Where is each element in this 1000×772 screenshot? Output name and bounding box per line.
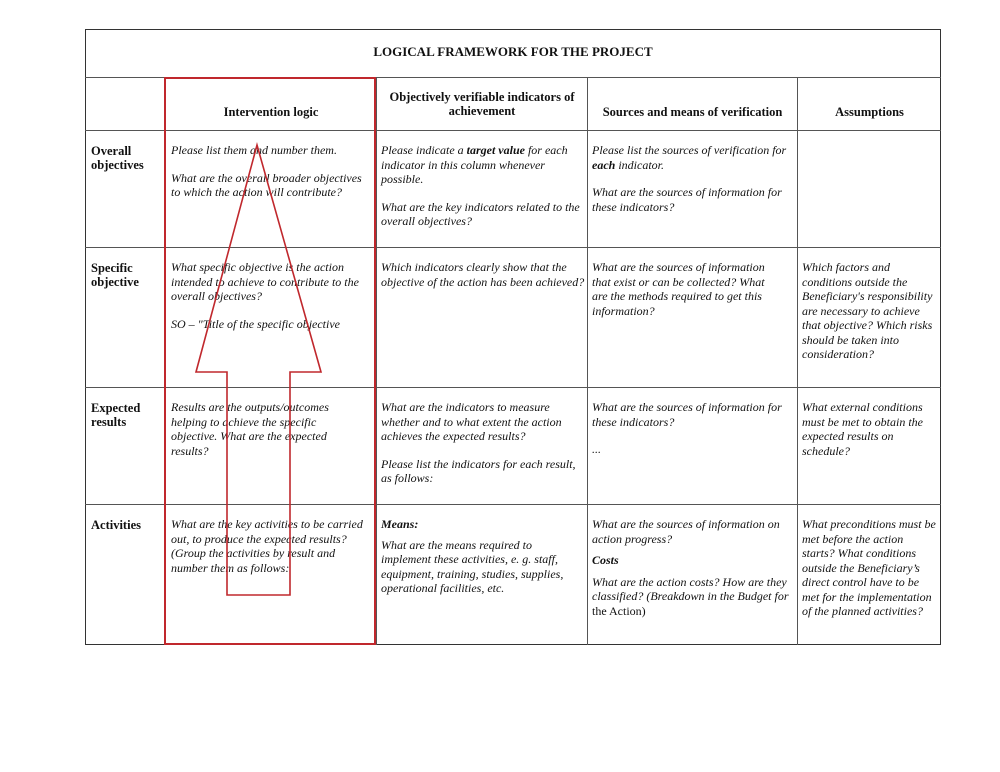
column-divider-1 bbox=[165, 77, 166, 645]
expected-assumptions-cell bbox=[802, 400, 936, 471]
expected-sources-text-2: ... bbox=[592, 442, 601, 456]
overall-indicators-text-2: What are the key indicators related to the overall objectives? bbox=[381, 199, 580, 228]
expected-sources-cell bbox=[592, 400, 787, 470]
expected-sources-text-1: What are the sources of information for these indicators? bbox=[592, 400, 782, 429]
overall-indicators-text-1a: Please indicate a bbox=[381, 143, 467, 157]
row-divider-specific bbox=[85, 387, 941, 388]
activities-sources-text-2b: the Action) bbox=[592, 603, 646, 618]
specific-intervention-cell bbox=[171, 260, 375, 344]
expected-intervention-text: Results are the outputs/outcomes helping to achieve the specific objective. What are the expected results? bbox=[171, 400, 329, 458]
overall-indicators-cell bbox=[381, 143, 585, 242]
expected-indicators-text-2: Please list the indicators for each result, as follows: bbox=[381, 456, 576, 485]
specific-sources-cell bbox=[592, 260, 782, 331]
overall-intervention-text-2: What are the overall broader objectives to which the action will contribute? bbox=[171, 170, 362, 199]
specific-indicators-text: Which indicators clearly show that the objective of the action has been achieved? bbox=[381, 260, 585, 289]
row-label-activities: Activities bbox=[91, 518, 141, 532]
activities-intervention-cell bbox=[171, 517, 369, 588]
means-label: Means: bbox=[381, 517, 419, 531]
overall-indicators-text-1 bbox=[381, 143, 585, 187]
overall-sources-text-1c: indicator. bbox=[615, 157, 664, 172]
overall-sources-text-1 bbox=[592, 143, 795, 172]
overall-intervention-text-1: Please list them and number them. bbox=[171, 143, 337, 157]
overall-intervention-cell bbox=[171, 143, 374, 213]
overall-sources-each: each bbox=[592, 157, 616, 172]
header-sources: Sources and means of verification bbox=[602, 105, 783, 119]
overall-sources-text-2: What are the sources of information for these indicators? bbox=[592, 185, 782, 214]
row-label-expected-results: Expected results bbox=[91, 401, 141, 429]
activities-assumptions-cell bbox=[802, 517, 936, 632]
overall-sources-text-1a: Please list the sources of verification for bbox=[592, 143, 787, 157]
activities-sources-text-2 bbox=[592, 575, 794, 619]
row-label-specific-objective: Specific objective bbox=[91, 261, 139, 289]
activities-sources-cell bbox=[592, 517, 794, 631]
overall-sources-cell bbox=[592, 143, 795, 227]
activities-sources-text-1: What are the sources of information on action progress? bbox=[592, 517, 780, 546]
specific-assumptions-cell bbox=[802, 260, 936, 375]
specific-indicators-cell bbox=[381, 260, 585, 302]
row-label-overall-objectives: Overall objectives bbox=[91, 144, 144, 172]
expected-indicators-text-1: What are the indicators to measure whether and to what extent the action achieves the expected results? bbox=[381, 400, 562, 443]
activities-means-text: What are the means required to implement these activities, e. g. staff, equipment, training, studies, supplies, operational facilities, etc. bbox=[381, 537, 564, 595]
table-title: LOGICAL FRAMEWORK FOR THE PROJECT bbox=[373, 44, 653, 59]
activities-indicators-cell bbox=[381, 517, 581, 609]
header-assumptions: Assumptions bbox=[835, 105, 904, 119]
specific-intervention-text-2: SO – "Title of the specific objective bbox=[171, 316, 340, 331]
specific-sources-text: What are the sources of information that exist or can be collected? What are the methods required to get this information? bbox=[592, 260, 765, 318]
specific-intervention-text-1: What specific objective is the action intended to achieve to contribute to the overall objectives? bbox=[171, 260, 359, 303]
activities-intervention-text: What are the key activities to be carried out, to produce the expected results? (Group the activities by result and number them as follows: bbox=[171, 517, 363, 575]
header-indicators: Objectively verifiable indicators of achievement bbox=[389, 90, 575, 118]
activities-sources-text-2a: What are the action costs? How are they classified? (Breakdown in the Budget for bbox=[592, 574, 789, 603]
costs-label: Costs bbox=[592, 553, 619, 567]
row-divider-expected bbox=[85, 504, 941, 505]
column-divider-4 bbox=[797, 77, 798, 645]
activities-assumptions-text: What preconditions must be met before the action starts? What conditions outside the Beneficiary’s direct control have to be met for the implementation of the planned activities? bbox=[802, 517, 936, 618]
row-divider-overall bbox=[85, 247, 941, 248]
title-divider bbox=[85, 77, 941, 78]
column-divider-2 bbox=[376, 77, 377, 645]
expected-intervention-cell bbox=[171, 400, 351, 471]
specific-assumptions-text: Which factors and conditions outside the Beneficiary's responsibility are necessary to achieve that objective? Which risks should be taken into consideration? bbox=[802, 260, 933, 361]
header-intervention-logic: Intervention logic bbox=[223, 105, 319, 119]
overall-indicators-target-value: target value bbox=[466, 143, 525, 157]
expected-assumptions-text: What external conditions must be met to obtain the expected results on schedule? bbox=[802, 400, 923, 458]
column-divider-3 bbox=[587, 77, 588, 645]
expected-indicators-cell bbox=[381, 400, 581, 499]
overall-indicators-text-1c: for each indicator in this column whenever possible. bbox=[381, 143, 568, 186]
